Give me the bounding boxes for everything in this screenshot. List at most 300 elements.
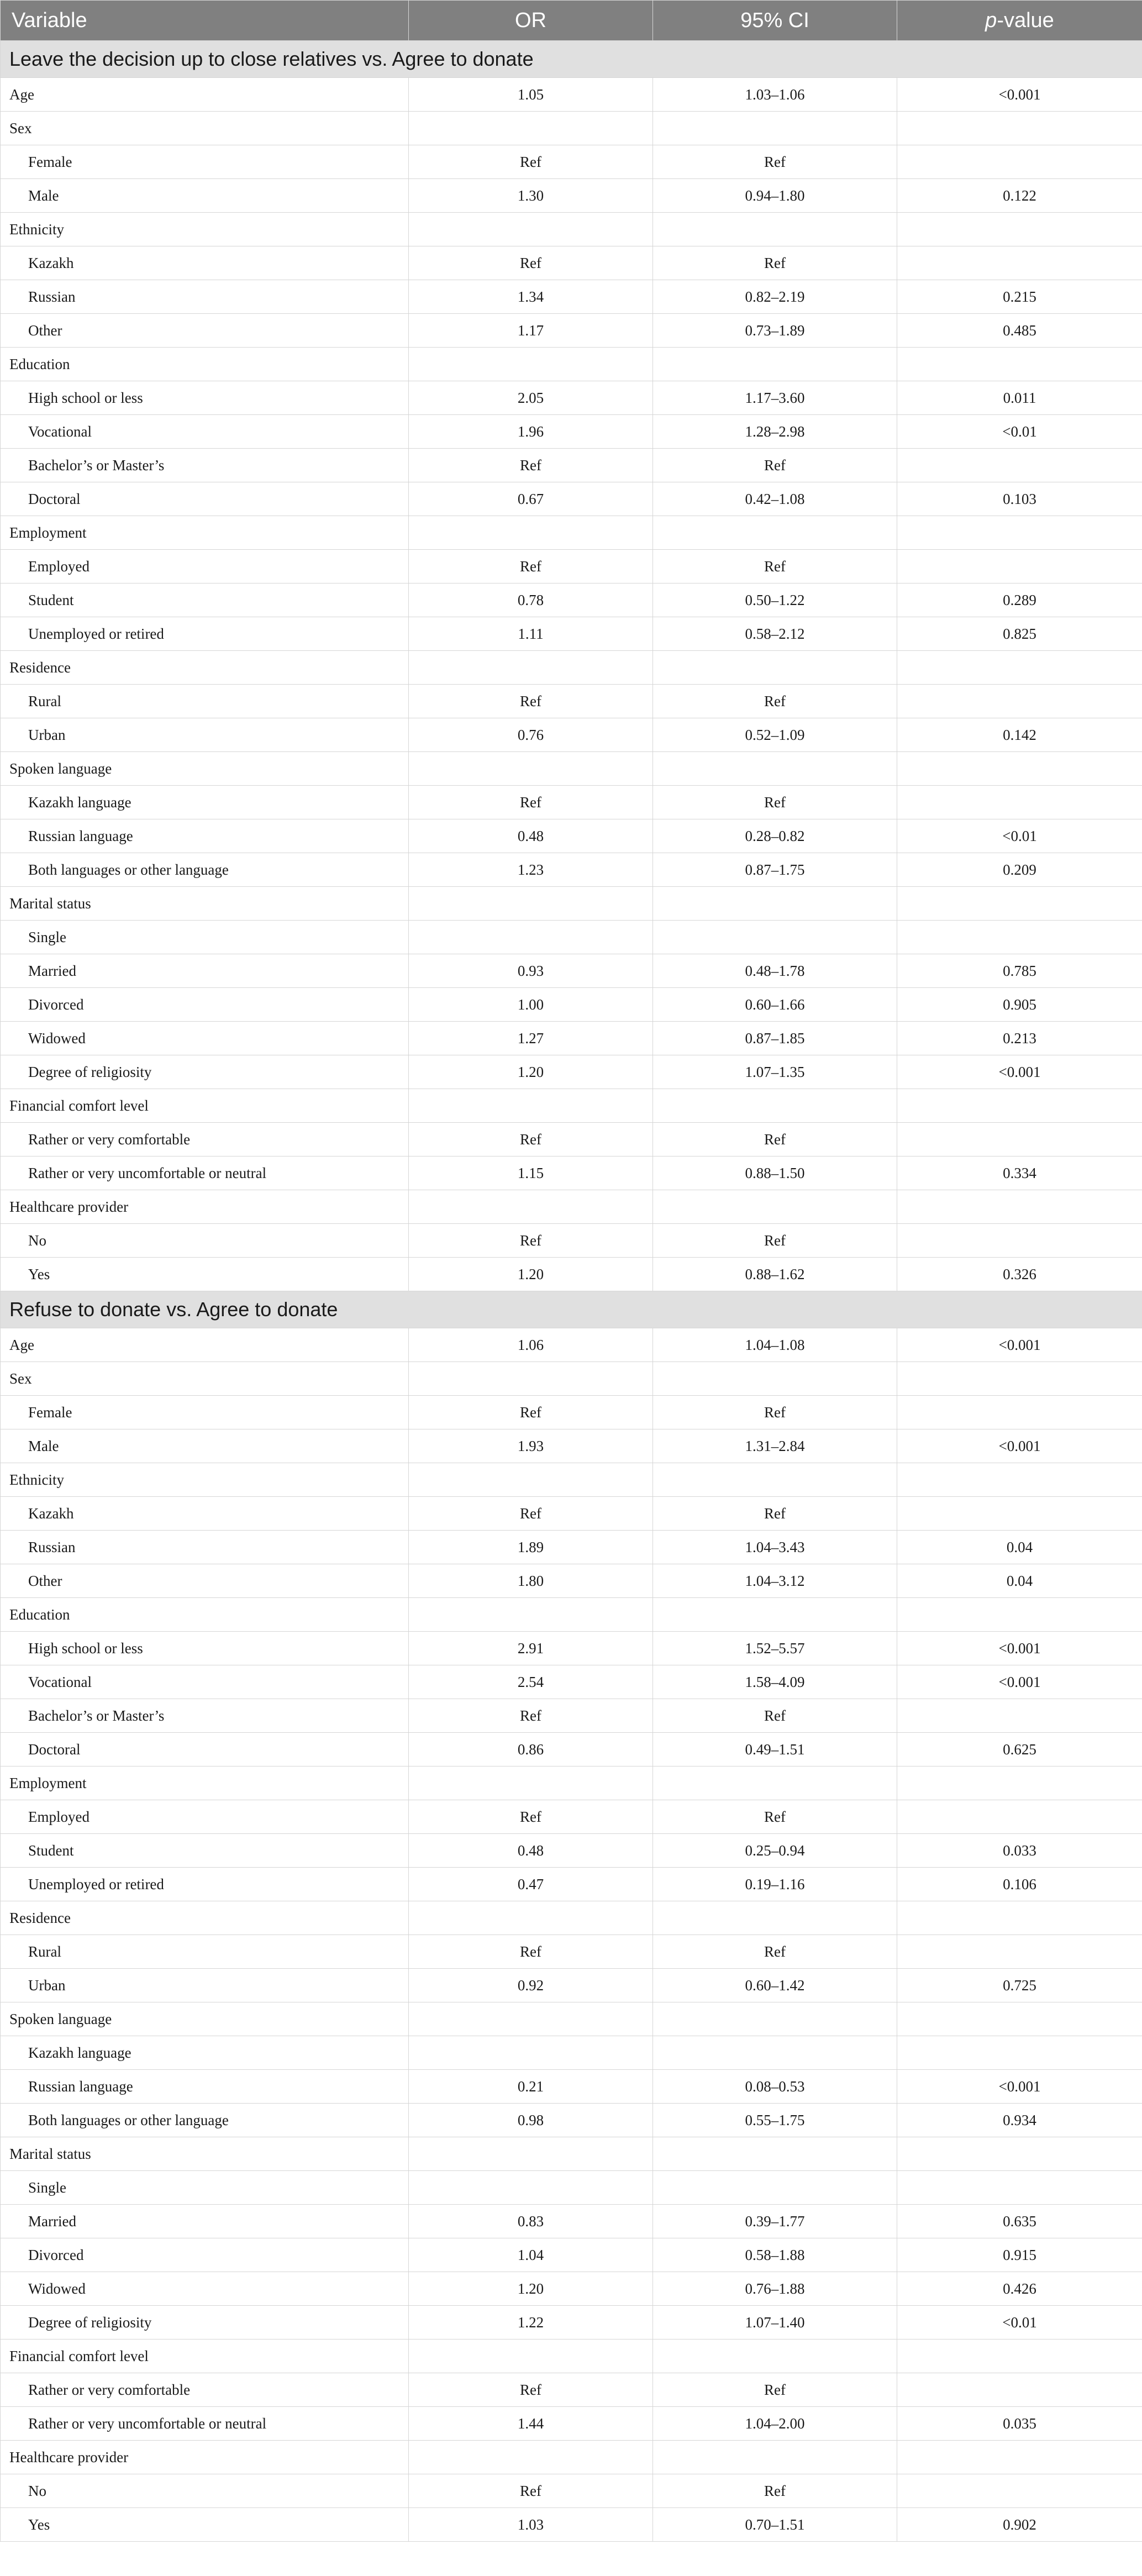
table-row (1, 381, 1142, 415)
table-row (1, 2104, 1142, 2137)
group-header-row (1, 752, 1142, 786)
table-row (1, 1396, 1142, 1429)
confidence-interval-cell (653, 213, 897, 246)
table-row (1, 954, 1142, 988)
row-label: Both languages or other language (1, 2104, 409, 2137)
odds-ratio-cell: 1.20 (409, 1055, 653, 1089)
row-label: Male (1, 179, 409, 213)
confidence-interval-cell: 1.52–5.57 (653, 1632, 897, 1665)
row-label: Bachelor’s or Master’s (1, 449, 409, 482)
p-value-cell: 0.934 (897, 2104, 1142, 2137)
p-value-cell (897, 1463, 1142, 1497)
table-row (1, 1328, 1142, 1362)
row-label: Education (1, 1598, 409, 1632)
row-label: Employed (1, 550, 409, 583)
p-value-cell: 0.122 (897, 179, 1142, 213)
odds-ratio-cell (409, 1598, 653, 1632)
table-row (1, 1531, 1142, 1564)
row-label: Urban (1, 718, 409, 752)
odds-ratio-cell: 1.27 (409, 1022, 653, 1055)
table-row (1, 1564, 1142, 1598)
confidence-interval-cell: Ref (653, 1800, 897, 1834)
odds-ratio-cell: 1.05 (409, 78, 653, 112)
p-value-cell: 0.103 (897, 482, 1142, 516)
p-value-cell (897, 213, 1142, 246)
table-row (1, 718, 1142, 752)
row-label: Divorced (1, 2238, 409, 2272)
confidence-interval-cell: Ref (653, 246, 897, 280)
p-value-cell (897, 2340, 1142, 2373)
odds-ratio-cell: 1.03 (409, 2508, 653, 2542)
confidence-interval-cell: 1.07–1.35 (653, 1055, 897, 1089)
row-label: Single (1, 921, 409, 954)
row-label: Age (1, 78, 409, 112)
odds-ratio-cell (409, 1767, 653, 1800)
odds-ratio-cell: 1.44 (409, 2407, 653, 2441)
p-value-cell (897, 550, 1142, 583)
table-row (1, 583, 1142, 617)
confidence-interval-cell (653, 2441, 897, 2474)
odds-ratio-cell: Ref (409, 246, 653, 280)
p-value-cell: 0.635 (897, 2205, 1142, 2238)
table-row (1, 1632, 1142, 1665)
odds-ratio-cell: 0.47 (409, 1868, 653, 1901)
p-value-cell: 0.426 (897, 2272, 1142, 2306)
odds-ratio-cell (409, 1901, 653, 1935)
p-value-cell (897, 449, 1142, 482)
row-label: Kazakh (1, 1497, 409, 1531)
p-value-cell (897, 786, 1142, 819)
row-label: Russian (1, 1531, 409, 1564)
odds-ratio-cell: 0.67 (409, 482, 653, 516)
row-label: Rather or very uncomfortable or neutral (1, 1156, 409, 1190)
table-row (1, 1429, 1142, 1463)
odds-ratio-cell: Ref (409, 2474, 653, 2508)
confidence-interval-cell: 0.58–2.12 (653, 617, 897, 651)
p-value-cell: 0.033 (897, 1834, 1142, 1868)
table-row (1, 1868, 1142, 1901)
odds-ratio-cell: 1.23 (409, 853, 653, 887)
odds-ratio-cell: 0.98 (409, 2104, 653, 2137)
p-value-cell (897, 145, 1142, 179)
odds-ratio-cell: 1.17 (409, 314, 653, 348)
p-value-cell (897, 2373, 1142, 2407)
row-label: Widowed (1, 2272, 409, 2306)
section-header-row (1, 1291, 1142, 1328)
confidence-interval-cell: 0.82–2.19 (653, 280, 897, 314)
confidence-interval-cell: 0.60–1.42 (653, 1969, 897, 2002)
table-header-row (1, 1, 1142, 41)
p-value-cell (897, 112, 1142, 145)
p-value-cell: 0.485 (897, 314, 1142, 348)
odds-ratio-cell (409, 887, 653, 921)
confidence-interval-cell (653, 651, 897, 685)
confidence-interval-cell (653, 1598, 897, 1632)
section-header-row (1, 41, 1142, 78)
p-value-cell: 0.905 (897, 988, 1142, 1022)
row-label: Kazakh language (1, 2036, 409, 2070)
odds-ratio-cell: Ref (409, 145, 653, 179)
p-value-cell (897, 1901, 1142, 1935)
odds-ratio-cell: Ref (409, 1800, 653, 1834)
confidence-interval-cell: 0.76–1.88 (653, 2272, 897, 2306)
odds-ratio-cell (409, 2171, 653, 2205)
confidence-interval-cell: 0.55–1.75 (653, 2104, 897, 2137)
odds-ratio-cell (409, 1190, 653, 1224)
confidence-interval-cell (653, 1901, 897, 1935)
confidence-interval-cell: 0.73–1.89 (653, 314, 897, 348)
odds-ratio-cell: 1.89 (409, 1531, 653, 1564)
p-value-cell (897, 516, 1142, 550)
p-value-cell: 0.625 (897, 1733, 1142, 1767)
odds-ratio-cell (409, 213, 653, 246)
row-label: Residence (1, 1901, 409, 1935)
table-row (1, 246, 1142, 280)
odds-ratio-cell: Ref (409, 1396, 653, 1429)
row-label: Yes (1, 1258, 409, 1291)
group-header-row (1, 1463, 1142, 1497)
table-row (1, 415, 1142, 449)
odds-ratio-cell: 1.22 (409, 2306, 653, 2340)
table-row (1, 1497, 1142, 1531)
table-row (1, 1699, 1142, 1733)
confidence-interval-cell: Ref (653, 1699, 897, 1733)
confidence-interval-cell (653, 1089, 897, 1123)
p-value-cell: 0.04 (897, 1531, 1142, 1564)
row-label: Both languages or other language (1, 853, 409, 887)
odds-ratio-cell: 1.11 (409, 617, 653, 651)
row-label: Female (1, 1396, 409, 1429)
row-label: Ethnicity (1, 213, 409, 246)
row-label: Russian language (1, 819, 409, 853)
table-row (1, 179, 1142, 213)
odds-ratio-cell: 1.04 (409, 2238, 653, 2272)
p-value-cell: <0.001 (897, 1429, 1142, 1463)
row-label: Education (1, 348, 409, 381)
row-label: Unemployed or retired (1, 617, 409, 651)
odds-ratio-cell: 0.48 (409, 819, 653, 853)
table-row (1, 2070, 1142, 2104)
odds-ratio-cell (409, 651, 653, 685)
group-header-row (1, 651, 1142, 685)
confidence-interval-cell (653, 2002, 897, 2036)
row-label: Rather or very comfortable (1, 2373, 409, 2407)
table-row (1, 145, 1142, 179)
row-label: Doctoral (1, 482, 409, 516)
group-header-row (1, 1362, 1142, 1396)
table-row (1, 314, 1142, 348)
confidence-interval-cell: 1.28–2.98 (653, 415, 897, 449)
confidence-interval-cell: Ref (653, 1497, 897, 1531)
confidence-interval-cell (653, 1362, 897, 1396)
row-label: Vocational (1, 1665, 409, 1699)
confidence-interval-cell (653, 2340, 897, 2373)
row-label: Yes (1, 2508, 409, 2542)
row-label: Residence (1, 651, 409, 685)
p-value-cell (897, 2002, 1142, 2036)
confidence-interval-cell: 1.04–1.08 (653, 1328, 897, 1362)
table-row (1, 2205, 1142, 2238)
row-label: Urban (1, 1969, 409, 2002)
p-value-cell: 0.213 (897, 1022, 1142, 1055)
row-label: Rather or very comfortable (1, 1123, 409, 1156)
confidence-interval-cell: Ref (653, 449, 897, 482)
row-label: Ethnicity (1, 1463, 409, 1497)
odds-ratio-cell (409, 752, 653, 786)
odds-ratio-cell (409, 2137, 653, 2171)
odds-ratio-cell: Ref (409, 786, 653, 819)
p-value-cell: 0.04 (897, 1564, 1142, 1598)
odds-ratio-cell: 1.30 (409, 179, 653, 213)
group-header-row (1, 2441, 1142, 2474)
group-header-row (1, 1901, 1142, 1935)
p-value-cell (897, 1396, 1142, 1429)
odds-ratio-cell: 0.76 (409, 718, 653, 752)
table-body (1, 41, 1142, 2542)
row-label: Age (1, 1328, 409, 1362)
odds-ratio-cell (409, 516, 653, 550)
p-value-cell: <0.01 (897, 415, 1142, 449)
row-label: Other (1, 314, 409, 348)
table-row (1, 1733, 1142, 1767)
p-value-cell (897, 921, 1142, 954)
group-header-row (1, 2002, 1142, 2036)
p-value-cell (897, 1598, 1142, 1632)
group-header-row (1, 213, 1142, 246)
confidence-interval-cell: 0.87–1.75 (653, 853, 897, 887)
section-title: Leave the decision up to close relatives vs. Agree to donate (1, 41, 1142, 78)
row-label: Sex (1, 1362, 409, 1396)
odds-ratio-cell: Ref (409, 1224, 653, 1258)
p-value-cell: <0.001 (897, 2070, 1142, 2104)
p-value-cell: 0.915 (897, 2238, 1142, 2272)
p-value-cell (897, 685, 1142, 718)
confidence-interval-cell (653, 2171, 897, 2205)
row-label: Russian (1, 280, 409, 314)
group-header-row (1, 2340, 1142, 2373)
confidence-interval-cell: Ref (653, 2373, 897, 2407)
p-value-cell: <0.01 (897, 2306, 1142, 2340)
p-value-cell: <0.001 (897, 78, 1142, 112)
confidence-interval-cell: 0.94–1.80 (653, 179, 897, 213)
table-row (1, 2407, 1142, 2441)
group-header-row (1, 112, 1142, 145)
table-row (1, 1156, 1142, 1190)
confidence-interval-cell: 1.07–1.40 (653, 2306, 897, 2340)
confidence-interval-cell: Ref (653, 685, 897, 718)
table-row (1, 1969, 1142, 2002)
p-value-cell (897, 2441, 1142, 2474)
confidence-interval-cell: 1.03–1.06 (653, 78, 897, 112)
header-variable: Variable (1, 1, 409, 41)
row-label: High school or less (1, 381, 409, 415)
confidence-interval-cell: Ref (653, 1123, 897, 1156)
row-label: Rural (1, 1935, 409, 1969)
p-value-cell (897, 348, 1142, 381)
table-row (1, 819, 1142, 853)
row-label: Doctoral (1, 1733, 409, 1767)
odds-ratio-cell: 0.21 (409, 2070, 653, 2104)
confidence-interval-cell: 0.48–1.78 (653, 954, 897, 988)
row-label: Marital status (1, 2137, 409, 2171)
odds-ratio-cell: 1.96 (409, 415, 653, 449)
odds-ratio-cell (409, 1463, 653, 1497)
group-header-row (1, 1767, 1142, 1800)
row-label: Healthcare provider (1, 2441, 409, 2474)
confidence-interval-cell (653, 348, 897, 381)
group-header-row (1, 2137, 1142, 2171)
odds-ratio-cell (409, 348, 653, 381)
table-row (1, 988, 1142, 1022)
row-label: Financial comfort level (1, 1089, 409, 1123)
p-value-cell: 0.011 (897, 381, 1142, 415)
p-value-cell: <0.01 (897, 819, 1142, 853)
row-label: Kazakh (1, 246, 409, 280)
row-label: Employment (1, 1767, 409, 1800)
p-value-cell (897, 2474, 1142, 2508)
row-label: Sex (1, 112, 409, 145)
confidence-interval-cell: 0.42–1.08 (653, 482, 897, 516)
row-label: Divorced (1, 988, 409, 1022)
p-value-cell: <0.001 (897, 1328, 1142, 1362)
p-value-cell (897, 1362, 1142, 1396)
odds-ratio-cell: Ref (409, 1935, 653, 1969)
table-row (1, 482, 1142, 516)
header-p-rest: -value (997, 8, 1054, 32)
odds-ratio-cell: Ref (409, 449, 653, 482)
confidence-interval-cell: 0.08–0.53 (653, 2070, 897, 2104)
table-row (1, 1123, 1142, 1156)
row-label: Rather or very uncomfortable or neutral (1, 2407, 409, 2441)
row-label: Spoken language (1, 752, 409, 786)
row-label: High school or less (1, 1632, 409, 1665)
confidence-interval-cell (653, 2036, 897, 2070)
p-value-cell: 0.289 (897, 583, 1142, 617)
row-label: Russian language (1, 2070, 409, 2104)
confidence-interval-cell: 0.60–1.66 (653, 988, 897, 1022)
confidence-interval-cell: 0.87–1.85 (653, 1022, 897, 1055)
group-header-row (1, 348, 1142, 381)
p-value-cell: 0.035 (897, 2407, 1142, 2441)
p-value-cell (897, 2137, 1142, 2171)
odds-ratio-cell: 0.78 (409, 583, 653, 617)
p-value-cell: 0.725 (897, 1969, 1142, 2002)
odds-ratio-cell (409, 2036, 653, 2070)
confidence-interval-cell: 0.50–1.22 (653, 583, 897, 617)
row-label: No (1, 1224, 409, 1258)
confidence-interval-cell: Ref (653, 1224, 897, 1258)
confidence-interval-cell: 0.58–1.88 (653, 2238, 897, 2272)
p-value-cell (897, 246, 1142, 280)
confidence-interval-cell: 1.31–2.84 (653, 1429, 897, 1463)
odds-ratio-cell: 1.20 (409, 1258, 653, 1291)
confidence-interval-cell: 0.49–1.51 (653, 1733, 897, 1767)
p-value-cell (897, 1767, 1142, 1800)
row-label: Employed (1, 1800, 409, 1834)
p-value-cell: 0.902 (897, 2508, 1142, 2542)
confidence-interval-cell: 0.70–1.51 (653, 2508, 897, 2542)
confidence-interval-cell (653, 887, 897, 921)
table-row (1, 2306, 1142, 2340)
table-row (1, 280, 1142, 314)
odds-ratio-cell (409, 1089, 653, 1123)
table-row (1, 1224, 1142, 1258)
table-row (1, 617, 1142, 651)
p-value-cell (897, 1123, 1142, 1156)
confidence-interval-cell: 0.88–1.50 (653, 1156, 897, 1190)
p-value-cell: 0.215 (897, 280, 1142, 314)
row-label: Bachelor’s or Master’s (1, 1699, 409, 1733)
odds-ratio-cell: 1.34 (409, 280, 653, 314)
odds-ratio-cell: 0.92 (409, 1969, 653, 2002)
odds-ratio-cell: Ref (409, 1699, 653, 1733)
confidence-interval-cell (653, 752, 897, 786)
p-value-cell (897, 1190, 1142, 1224)
confidence-interval-cell: 0.39–1.77 (653, 2205, 897, 2238)
table-row (1, 2238, 1142, 2272)
odds-ratio-cell (409, 2441, 653, 2474)
row-label: Student (1, 583, 409, 617)
header-or: OR (409, 1, 653, 41)
table-row (1, 78, 1142, 112)
p-value-cell (897, 1224, 1142, 1258)
confidence-interval-cell: Ref (653, 550, 897, 583)
table-row (1, 2171, 1142, 2205)
confidence-interval-cell: 1.17–3.60 (653, 381, 897, 415)
confidence-interval-cell (653, 921, 897, 954)
confidence-interval-cell: 1.58–4.09 (653, 1665, 897, 1699)
table-row (1, 1800, 1142, 1834)
table-row (1, 685, 1142, 718)
table-row (1, 1935, 1142, 1969)
p-value-cell (897, 2036, 1142, 2070)
row-label: Employment (1, 516, 409, 550)
row-label: No (1, 2474, 409, 2508)
odds-ratio-cell: Ref (409, 550, 653, 583)
row-label: Vocational (1, 415, 409, 449)
p-value-cell: <0.001 (897, 1055, 1142, 1089)
row-label: Degree of religiosity (1, 2306, 409, 2340)
row-label: Spoken language (1, 2002, 409, 2036)
odds-ratio-cell: 2.54 (409, 1665, 653, 1699)
row-label: Degree of religiosity (1, 1055, 409, 1089)
confidence-interval-cell (653, 1463, 897, 1497)
table-row (1, 550, 1142, 583)
section-title: Refuse to donate vs. Agree to donate (1, 1291, 1142, 1328)
table-row (1, 2474, 1142, 2508)
confidence-interval-cell: Ref (653, 1396, 897, 1429)
table-row (1, 2272, 1142, 2306)
p-value-cell (897, 1089, 1142, 1123)
confidence-interval-cell: Ref (653, 786, 897, 819)
confidence-interval-cell: 1.04–3.43 (653, 1531, 897, 1564)
odds-ratio-cell: 2.91 (409, 1632, 653, 1665)
odds-ratio-cell: 0.48 (409, 1834, 653, 1868)
confidence-interval-cell: Ref (653, 1935, 897, 1969)
p-value-cell (897, 1800, 1142, 1834)
odds-ratio-cell: 1.00 (409, 988, 653, 1022)
header-p-italic: p (985, 8, 997, 32)
p-value-cell: <0.001 (897, 1665, 1142, 1699)
row-label: Widowed (1, 1022, 409, 1055)
confidence-interval-cell: 0.19–1.16 (653, 1868, 897, 1901)
odds-ratio-cell (409, 1362, 653, 1396)
p-value-cell (897, 1935, 1142, 1969)
row-label: Unemployed or retired (1, 1868, 409, 1901)
row-label: Female (1, 145, 409, 179)
row-label: Male (1, 1429, 409, 1463)
row-label: Financial comfort level (1, 2340, 409, 2373)
